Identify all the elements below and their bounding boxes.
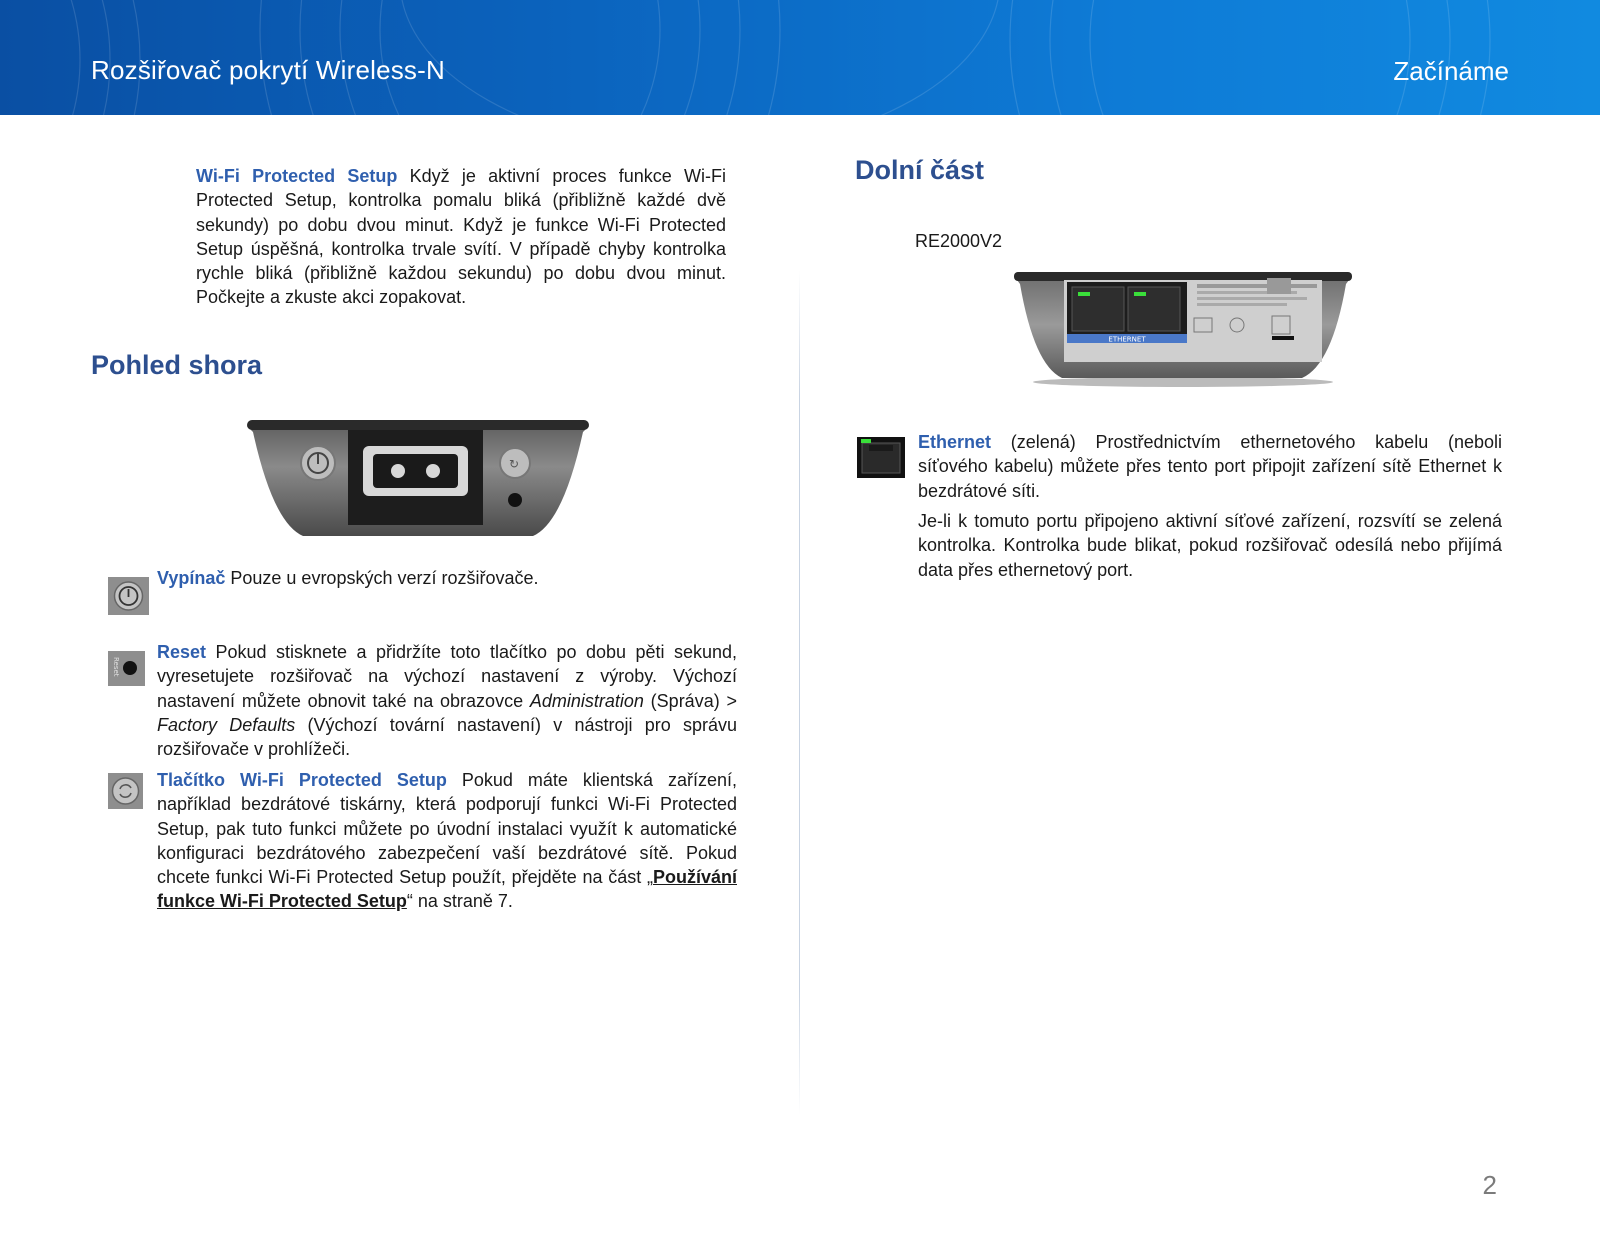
page-header: [0, 0, 1600, 115]
reset-text-1: Pokud stisknete a přidržíte toto tlačítko po dobu pěti sekund, vyresetujete rozšiřovač na výchozí nastavení z výroby. Výchozí nastavení můžete obnovit také na obrazovce: [157, 642, 737, 711]
wps-led-text: Když je aktivní proces funkce Wi-Fi Protected Setup, kontrolka pomalu bliká (přibližně každé dvě sekundy) po dobu dvou minut. Když je funkce Wi-Fi Protected Setup úspěšná, kontrolka trvale svítí. V případě chyby kontrolka rychle bliká (přibližně každou sekundu) po dobu dvou minut. Počkejte a zkuste akci zopakovat.: [196, 166, 726, 308]
power-term: Vypínač: [157, 568, 226, 588]
reset-text-3: (Výchozí tovární nastavení) v nástroji pro správu rozšiřovače v prohlížeči.: [157, 714, 737, 760]
page-number: 2: [1482, 1170, 1497, 1200]
model-label: RE2000V2: [915, 231, 1003, 251]
bottom-view-heading: Dolní část: [855, 155, 985, 185]
document-title: Rozšiřovač pokrytí Wireless-N: [91, 55, 445, 85]
power-description: [157, 566, 737, 590]
power-text: Pouze u evropských verzí rozšiřovače.: [225, 568, 539, 588]
device-ethernet-label: ETHERNET: [1108, 335, 1146, 344]
ethernet-term: Ethernet: [918, 432, 992, 452]
top-view-heading: Pohled shora: [91, 350, 263, 380]
ethernet-description: [918, 430, 1502, 503]
reset-button-icon: [108, 651, 145, 686]
wps-led-description: [196, 164, 726, 310]
wps-usage-link[interactable]: Používání funkce Wi-Fi Protected Setup: [157, 867, 737, 912]
wps-button-icon: [108, 773, 143, 809]
reset-icon-label: Reset: [112, 657, 120, 677]
wps-button-description: [157, 768, 737, 914]
column-divider: [799, 270, 800, 1115]
reset-text-2: (Správa) >: [643, 690, 737, 711]
reset-italic-2: Factory Defaults: [157, 714, 296, 735]
section-title: Začínáme: [1393, 56, 1509, 86]
ethernet-text: (zelená) Prostřednictvím ethernetového kabelu (neboli síťového kabelu) můžete přes tento port připojit zařízení sítě Ethernet k bezdrátové síti.: [918, 432, 1502, 501]
device-top-view-image: [243, 418, 593, 543]
reset-description: [157, 640, 737, 761]
power-switch-icon: [108, 577, 149, 615]
wps-led-term: Wi-Fi Protected Setup: [196, 166, 398, 186]
wps-button-text-1: Pokud máte klientská zařízení, například bezdrátové tiskárny, která podporují funkci Wi-Fi Protected Setup, pak tuto funkci můžete po úvodní instalaci využít k automatické konfiguraci bezdrátového zabezpečení vaší bezdrátové sítě. Pokud chcete funkci Wi-Fi Protected Setup použít, přejděte na část „: [157, 770, 737, 888]
wps-button-term: Tlačítko Wi-Fi Protected Setup: [157, 770, 447, 790]
ethernet-port-icon: [857, 437, 905, 478]
svg-text:↻: ↻: [509, 457, 520, 471]
reset-term: Reset: [157, 642, 207, 662]
ethernet-description-2: Je-li k tomuto portu připojeno aktivní síťové zařízení, rozsvítí se zelená kontrolka. Kontrolka bude blikat, pokud rozšiřovač odesílá nebo přijímá data přes ethernetový port.: [918, 511, 1502, 580]
reset-italic-1: Administration: [529, 690, 644, 711]
wps-button-text-2: “ na straně 7.: [406, 891, 513, 912]
device-bottom-view-image: [1012, 270, 1354, 388]
